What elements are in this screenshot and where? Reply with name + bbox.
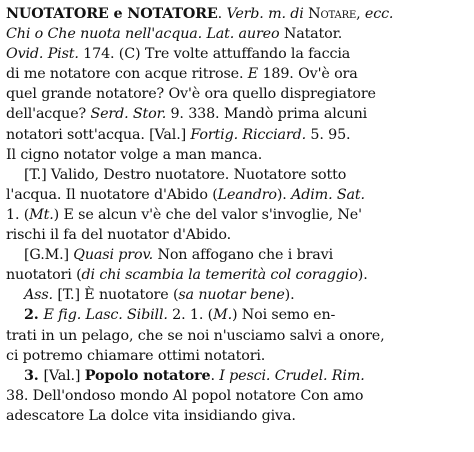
text-line [6, 4, 468, 24]
text-line [6, 104, 468, 124]
text-line [6, 44, 468, 64]
text-line [6, 285, 468, 305]
body-text: Notare [308, 6, 357, 22]
body-text: 189. Ov'è ora [258, 66, 358, 83]
italic-text: Quasi prov. [73, 247, 154, 264]
text-line [6, 265, 468, 285]
body-text: l'acqua. Il nuotatore d'Abido ( [6, 186, 218, 203]
text-line [6, 305, 468, 325]
italic-text: Serd. Stor. [90, 106, 167, 123]
italic-text: Verb. m. di [226, 6, 309, 22]
headword-text: NUOTATORE e NOTATORE [6, 6, 218, 22]
text-line [6, 125, 468, 145]
text-line [6, 64, 468, 84]
body-text: ) Noi semo en- [231, 307, 336, 324]
body-text: Il cigno notator volge a man manca. [6, 146, 263, 163]
text-line [6, 205, 468, 225]
body-text: ). [284, 287, 295, 304]
italic-text: di chi scambia la temerità col coraggio [81, 267, 358, 284]
body-text: 5. 95. [306, 126, 351, 143]
italic-text: I pesci. Crudel. Rim. [219, 367, 365, 384]
headword-text: 2. [24, 307, 44, 324]
italic-text: Ovid. Pist. [6, 46, 79, 63]
body-text: 1. ( [6, 206, 30, 223]
italic-text: Leandro [217, 186, 277, 203]
text-line [6, 84, 468, 104]
italic-text: Chi o Che nuota nell'acqua. Lat. aureo [6, 26, 284, 43]
body-text: 38. Dell'ondoso mondo Al popol notatore Con amo [6, 387, 364, 404]
text-line [6, 366, 468, 386]
body-text: 2. 1. ( [167, 307, 214, 324]
body-text: adescatore La dolce vita insidiando giva. [6, 407, 296, 424]
body-text: [T.] È nuotatore ( [52, 287, 179, 304]
body-text: [Val.] [43, 367, 85, 384]
body-text: [T.] Valido, Destro nuotatore. Nuotatore sotto [24, 166, 347, 183]
body-text: ). [276, 186, 292, 203]
text-line [6, 225, 468, 245]
text-line [6, 185, 468, 205]
text-line [6, 145, 468, 165]
text-line [6, 24, 468, 44]
body-text: notatori sott'acqua. [Val.] [6, 126, 191, 143]
body-text: nuotatori ( [6, 267, 82, 284]
italic-text: sa nuotar bene [178, 287, 285, 304]
italic-text: Mt. [29, 206, 54, 223]
body-text: Non affogano che i bravi [153, 247, 333, 264]
body-text: ). [357, 267, 368, 284]
text-line [6, 386, 468, 406]
italic-text: M. [213, 307, 232, 324]
body-text: Natator. [283, 26, 343, 43]
body-text: 174. (C) Tre volte attuffando la faccia [78, 46, 351, 63]
italic-text: ecc. [364, 6, 394, 22]
headword-text: Popolo notatore [84, 367, 211, 384]
italic-text: Fortig. Ricciard. [190, 126, 306, 143]
text-line [6, 346, 468, 366]
text-line [6, 406, 468, 426]
italic-text: Ass. [24, 287, 53, 304]
body-text: ) E se alcun v'è che del valor s'invoglie, Ne' [53, 206, 362, 223]
text-line [6, 326, 468, 346]
body-text: dell'acque? [6, 106, 91, 123]
headword-text: 3. [24, 367, 44, 384]
text-line [6, 165, 468, 185]
body-text: [G.M.] [24, 247, 74, 264]
body-text: rischi il fa del nuotator d'Abido. [6, 227, 231, 244]
body-text: . [210, 367, 220, 384]
body-text: . [217, 6, 227, 22]
italic-text: Adim. Sat. [291, 186, 365, 203]
body-text: quel grande notatore? Ov'è ora quello dispregiatore [6, 86, 376, 103]
body-text: ci potremo chiamare ottimi notatori. [6, 347, 266, 364]
body-text: trati in un pelago, che se noi n'usciamo salvi a onore, [6, 327, 385, 344]
italic-text: E [247, 66, 259, 83]
text-line [6, 245, 468, 265]
body-text: di me notatore con acque ritrose. [6, 66, 248, 83]
body-text: 9. 338. Mandò prima alcuni [166, 106, 368, 123]
body-text: , [356, 6, 365, 22]
italic-text: E fig. Lasc. Sibill. [43, 307, 168, 324]
